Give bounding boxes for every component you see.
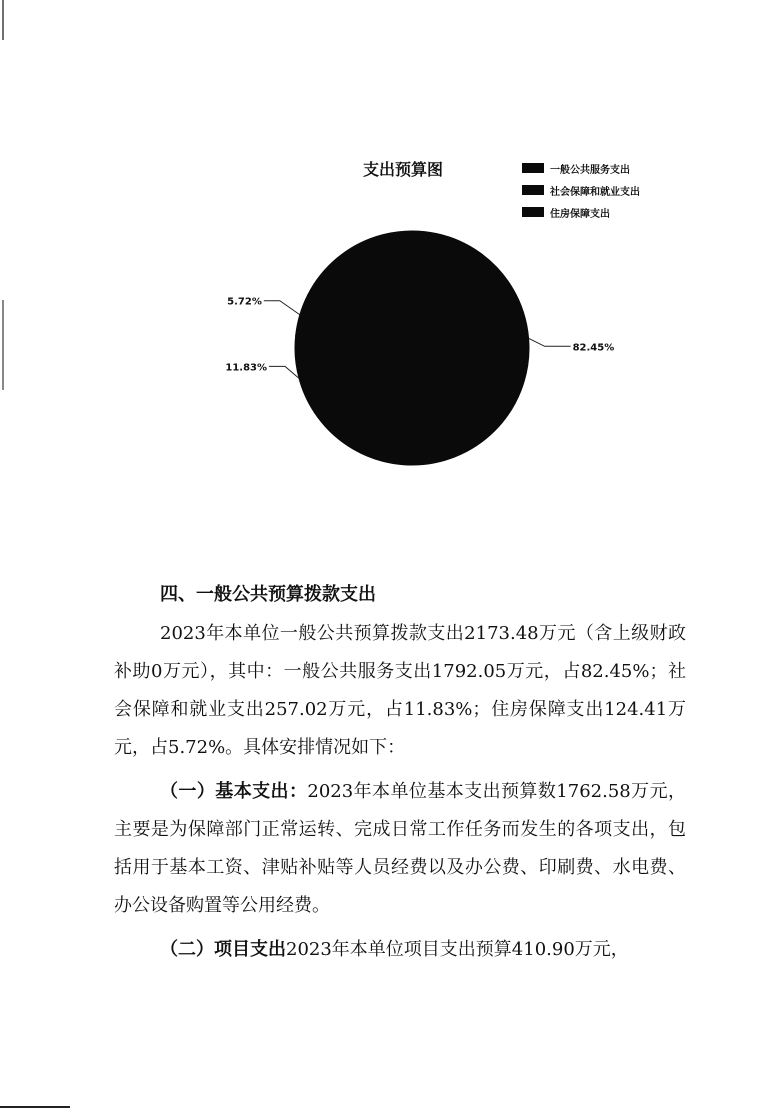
paragraph-overview: 2023年本单位一般公共预算拨款支出2173.48万元（含上级财政补助0万元），其中：一般公共服务支出1792.05万元，占82.45%；社会保障和就业支出257.02万元，占11.83%；住房保障支出124.41万元，占5.72%。具体安排情况如下：: [114, 623, 686, 758]
pie-slice-label: 82.45%: [572, 342, 615, 354]
chart-title: 支出预算图: [363, 160, 444, 179]
pie-slice-label: 11.83%: [225, 362, 268, 374]
paragraph-basic-expenditure: [114, 773, 686, 925]
legend-swatch-icon: [522, 207, 544, 217]
legend-swatch-icon: [522, 163, 544, 173]
basic-expenditure-lead: （一）基本支出：: [160, 781, 308, 802]
chart-legend: [522, 157, 640, 223]
legend-label: 一般公共服务支出: [550, 164, 630, 176]
pie-chart: [225, 145, 690, 505]
legend-item: [522, 179, 640, 201]
project-expenditure-lead: （二）项目支出: [160, 939, 286, 960]
paragraph-project-expenditure: [114, 931, 686, 969]
document-body: [114, 575, 686, 969]
legend-label: 社会保障和就业支出: [550, 186, 640, 198]
pie-leader-line: [264, 301, 300, 315]
legend-label: 住房保障支出: [550, 208, 610, 220]
pie-slice-label: 5.72%: [227, 296, 262, 308]
legend-item: [522, 157, 640, 179]
project-expenditure-text: 2023年本单位项目支出预算410.90万元，: [286, 939, 629, 960]
pie-leader-line: [269, 366, 299, 378]
scan-edge-bottom: [0, 1106, 70, 1108]
scan-edge-left: [2, 0, 4, 1110]
legend-swatch-icon: [522, 185, 544, 195]
basic-expenditure-text: 2023年本单位基本支出预算数1762.58万元，主要是为保障部门正常运转、完成日常工作任务而发生的各项支出，包括用于基本工资、津贴补贴等人员经费以及办公费、印刷费、水电费、办公设备购置等公用经费。: [114, 781, 686, 916]
legend-item: [522, 201, 640, 223]
pie-leader-line: [529, 338, 571, 346]
section-heading: 四、一般公共预算拨款支出: [160, 584, 376, 605]
